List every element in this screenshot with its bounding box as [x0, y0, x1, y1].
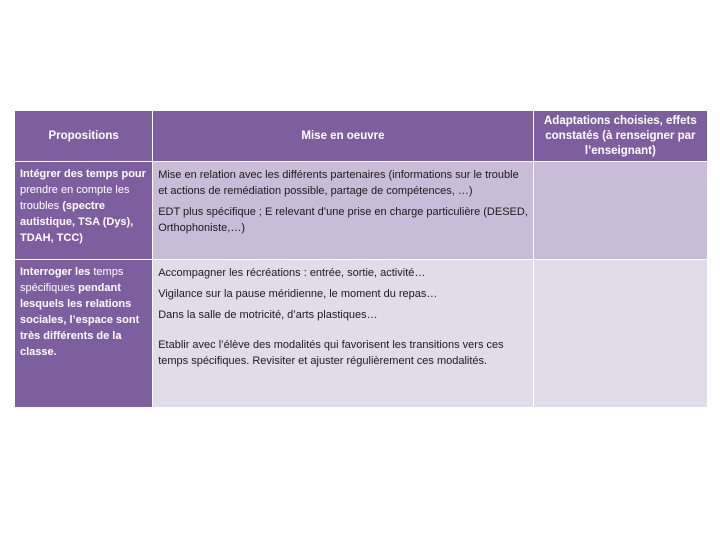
- proposition-text: Interroger les: [20, 266, 94, 278]
- proposition-text: pendant lesquels les relations sociales, l’espace sont très différents de la classe.: [20, 282, 140, 358]
- proposition-text: prendre en compte les troubles: [20, 184, 130, 212]
- adaptation-cell[interactable]: [533, 260, 707, 408]
- proposition-cell: [15, 162, 153, 260]
- proposition-text: Intégrer des temps pour: [20, 168, 146, 180]
- mise-item: Mise en relation avec les différents partenaires (informations sur le trouble et actions de remédiation possible, partage de compétences, …): [158, 169, 519, 197]
- header-propositions: Propositions: [15, 111, 153, 162]
- header-mise-en-oeuvre: Mise en oeuvre: [153, 111, 534, 162]
- mise-item: Accompagner les récréations : entrée, sortie, activité…: [158, 267, 426, 279]
- table-header-row: [15, 111, 708, 162]
- mise-item: Dans la salle de motricité, d’arts plastiques…: [158, 309, 378, 321]
- table-row: [15, 162, 708, 260]
- header-adaptations: Adaptations choisies, effets constatés (à renseigner par l’enseignant): [533, 111, 707, 162]
- mise-en-oeuvre-cell: [153, 162, 534, 260]
- adaptation-cell[interactable]: [533, 162, 707, 260]
- mise-item: Vigilance sur la pause méridienne, le moment du repas…: [158, 288, 438, 300]
- proposition-text: (spectre autistique, TSA (Dys), TDAH, TCC): [20, 200, 134, 244]
- mise-item: EDT plus spécifique ; E relevant d’une prise en charge particulière (DESED, Orthophoniste,…): [158, 206, 528, 234]
- proposition-text: temps spécifiques: [20, 266, 124, 294]
- proposition-cell: [15, 260, 153, 408]
- mise-item: Etablir avec l’élève des modalités qui favorisent les transitions vers ces temps spécifiques. Revisiter et ajuster régulièrement ces modalités.: [158, 339, 504, 367]
- table-row: [15, 260, 708, 408]
- mise-en-oeuvre-cell: [153, 260, 534, 408]
- adaptations-table: [14, 110, 708, 408]
